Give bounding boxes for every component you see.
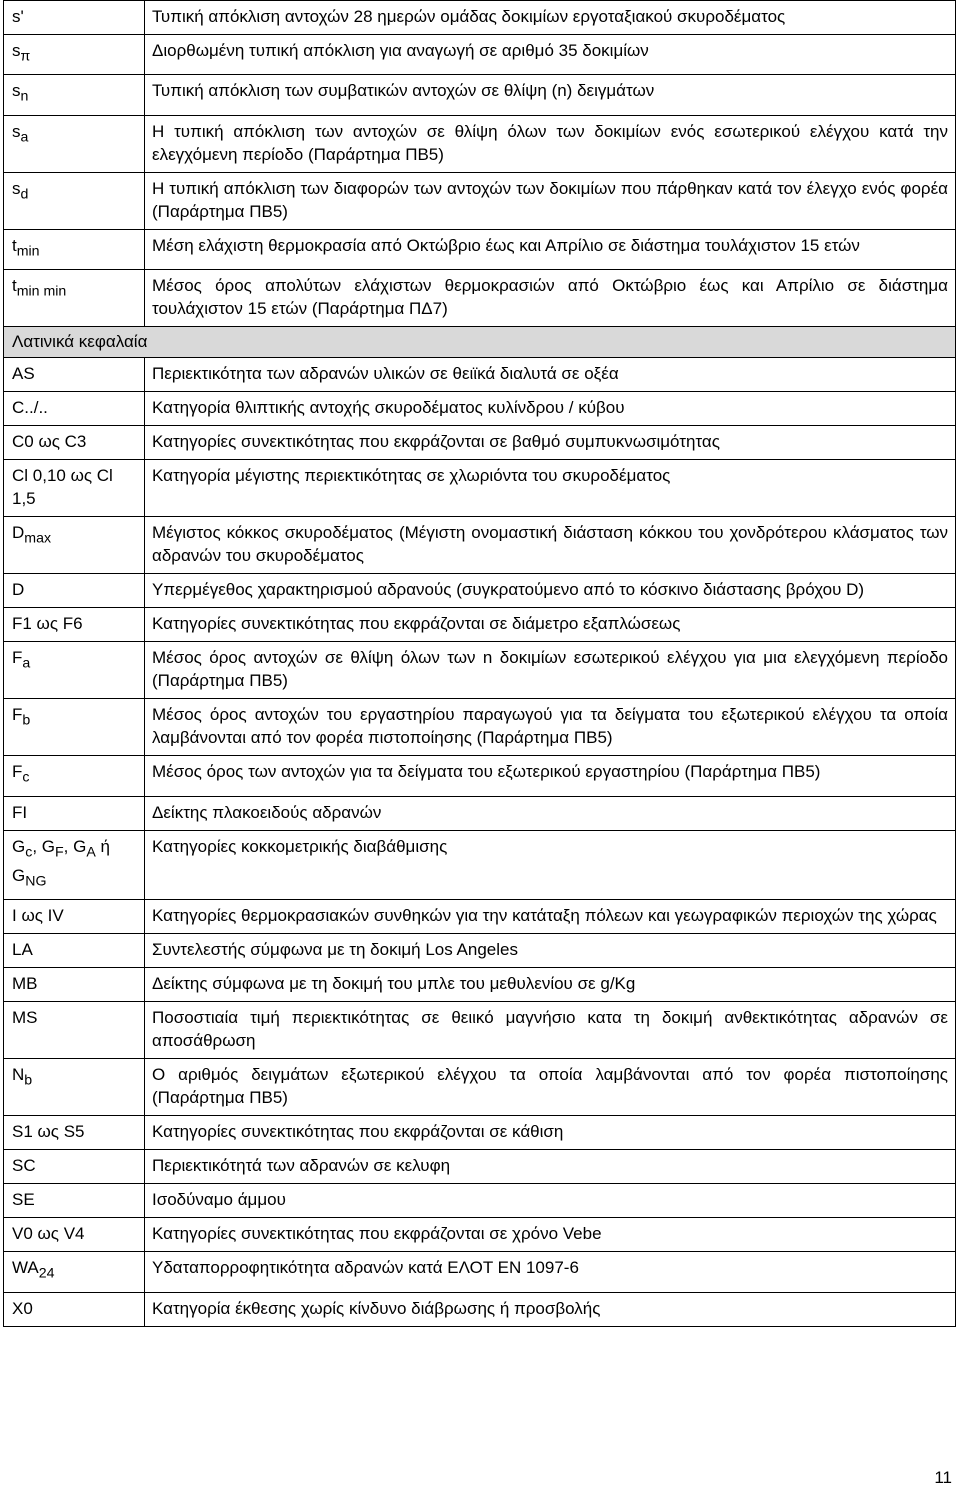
description: Μέσος όρος των αντοχών για τα δείγματα του εξωτερικού εργαστηρίου (Παράρτημα ΠΒ5) [145,756,956,796]
symbol: $F_c$ [4,756,145,796]
section-header [4,327,956,358]
symbol: MB [4,968,145,1002]
description: Υπερμέγεθος χαρακτηρισμού αδρανούς (συγκρατούμενο από το κόσκινο διάστασης βρόχου D) [145,574,956,608]
symbol: $s_n$ [4,75,145,115]
symbol: D [4,574,145,608]
table-row [4,229,956,269]
symbol: $t_{min}$ [4,229,145,269]
description: Περιεκτικότητά των αδρανών σε κελυφη [145,1150,956,1184]
table-row [4,830,956,900]
description: Η τυπική απόκλιση των διαφορών των αντοχών των δοκιμίων που πάρθηκαν κατά τον έλεγχο ενός φορέα (Παράρτημα ΠΒ5) [145,172,956,229]
table-row [4,1059,956,1116]
description: Κατηγορίες συνεκτικότητας που εκφράζονται σε διάμετρο εξαπλώσεως [145,608,956,642]
table-row [4,642,956,699]
description: Υδαταπορροφητικότητα αδρανών κατά ΕΛΟΤ ΕΝ 1097-6 [145,1252,956,1292]
table-row [4,934,956,968]
table-row [4,608,956,642]
table-row [4,460,956,517]
symbols-table [3,0,956,1327]
description: Μέγιστος κόκκος σκυροδέματος (Μέγιστη ονομαστική διάσταση κόκκου του χονδρότερου κλάσματος των αδρανών του σκυροδέματος [145,517,956,574]
symbol: $F_a$ [4,642,145,699]
symbol: $s_d$ [4,172,145,229]
symbol: S1 ως S5 [4,1116,145,1150]
symbol: $s_\pi$ [4,35,145,75]
symbol: F1 ως F6 [4,608,145,642]
description: Η τυπική απόκλιση των αντοχών σε θλίψη όλων των δοκιμίων ενός εσωτερικού ελέγχου κατά την ελεγχόμενη περίοδο (Παράρτημα ΠΒ5) [145,115,956,172]
table-row [4,1150,956,1184]
description: Κατηγορίες συνεκτικότητας που εκφράζονται σε κάθιση [145,1116,956,1150]
description: Κατηγορίες θερμοκρασιακών συνθηκών για την κατάταξη πόλεων και γεωγραφικών περιοχών της χώρας [145,900,956,934]
table-row [4,270,956,327]
table-row [4,1252,956,1292]
symbol: AS [4,358,145,392]
description: Μέσος όρος απολύτων ελάχιστων θερμοκρασιών από Οκτώβριο έως και Απρίλιο σε διάστημα τουλάχιστον 15 ετών (Παράρτημα ΠΔ7) [145,270,956,327]
table-row [4,574,956,608]
description: Ποσοστιαία τιμή περιεκτικότητας σε θειικό μαγνήσιο κατα τη δοκιμή ανθεκτικότητας αδρανών σε αποσάθρωση [145,1002,956,1059]
table-row [4,1218,956,1252]
table-row [4,115,956,172]
symbol: $F_b$ [4,699,145,756]
table-row [4,1292,956,1326]
description: Κατηγορία έκθεσης χωρίς κίνδυνο διάβρωσης ή προσβολής [145,1292,956,1326]
description: Κατηγορία μέγιστης περιεκτικότητας σε χλωριόντα του σκυροδέματος [145,460,956,517]
symbol: V0 ως V4 [4,1218,145,1252]
symbol: X0 [4,1292,145,1326]
description: Μέση ελάχιστη θερμοκρασία από Οκτώβριο έως και Απρίλιο σε διάστημα τουλάχιστον 15 ετών [145,229,956,269]
description: Τυπική απόκλιση αντοχών 28 ημερών ομάδας δοκιμίων εργοταξιακού σκυροδέματος [145,1,956,35]
description: Κατηγορίες συνεκτικότητας που εκφράζονται σε βαθμό συμπυκνωσιμότητας [145,426,956,460]
section-title: Λατινικά κεφαλαία [4,327,956,358]
table-row [4,426,956,460]
table-row [4,796,956,830]
table-row [4,358,956,392]
description: Περιεκτικότητα των αδρανών υλικών σε θειϊκά διαλυτά σε οξέα [145,358,956,392]
symbol: LA [4,934,145,968]
symbol: Cl 0,10 ως Cl 1,5 [4,460,145,517]
symbol: $t_{min min}$ [4,270,145,327]
table-row [4,172,956,229]
page-number: 11 [934,1468,952,1487]
description: Δείκτης πλακοειδούς αδρανών [145,796,956,830]
description: Μέσος όρος αντοχών σε θλίψη όλων των n δοκιμίων εσωτερικού ελέγχου για μια ελεγχόμενη περίοδο (Παράρτημα ΠΒ5) [145,642,956,699]
symbol: $N_b$ [4,1059,145,1116]
table-row [4,392,956,426]
table-row [4,1184,956,1218]
description: Διορθωμένη τυπική απόκλιση για αναγωγή σε αριθμό 35 δοκιμίων [145,35,956,75]
description: Ο αριθμός δειγμάτων εξωτερικού ελέγχου τα οποία λαμβάνονται από τον φορέα πιστοποίησης (Παράρτημα ΠΒ5) [145,1059,956,1116]
table-row [4,968,956,1002]
description: Τυπική απόκλιση των συμβατικών αντοχών σε θλίψη (n) δειγμάτων [145,75,956,115]
latin-symbols [4,327,956,1327]
symbol: s' [4,1,145,35]
description: Κατηγορίες κοκκομετρικής διαβάθμισης [145,830,956,900]
table-row [4,75,956,115]
symbol: MS [4,1002,145,1059]
symbol: $WA_{24}$ [4,1252,145,1292]
table-row [4,35,956,75]
description: Μέσος όρος αντοχών του εργαστηρίου παραγωγού για τα δείγματα του εξωτερικού ελέγχου τα οποία λαμβάνονται από τον φορέα πιστοποίησης (Παράρτημα ΠΒ5) [145,699,956,756]
table-row [4,1116,956,1150]
table-row [4,1002,956,1059]
symbol: C0 ως C3 [4,426,145,460]
description: Ισοδύναμο άμμου [145,1184,956,1218]
symbol: SE [4,1184,145,1218]
symbol: FI [4,796,145,830]
table-row [4,517,956,574]
table-row [4,699,956,756]
greek-symbols [4,1,956,327]
symbol: C../.. [4,392,145,426]
table-row [4,756,956,796]
description: Κατηγορία θλιπτικής αντοχής σκυροδέματος κυλίνδρου / κύβου [145,392,956,426]
table-row [4,1,956,35]
symbol: $D_{max}$ [4,517,145,574]
table-row [4,900,956,934]
description: Κατηγορίες συνεκτικότητας που εκφράζονται σε χρόνο Vebe [145,1218,956,1252]
symbol: $G_c$, $G_F$, $G_A$ ή $G_{NG}$ [4,830,145,900]
description: Συντελεστής σύμφωνα με τη δοκιμή Los Angeles [145,934,956,968]
description: Δείκτης σύμφωνα με τη δοκιμή του μπλε του μεθυλενίου σε g/Kg [145,968,956,1002]
symbol: $s_a$ [4,115,145,172]
symbol: I ως IV [4,900,145,934]
symbol: SC [4,1150,145,1184]
